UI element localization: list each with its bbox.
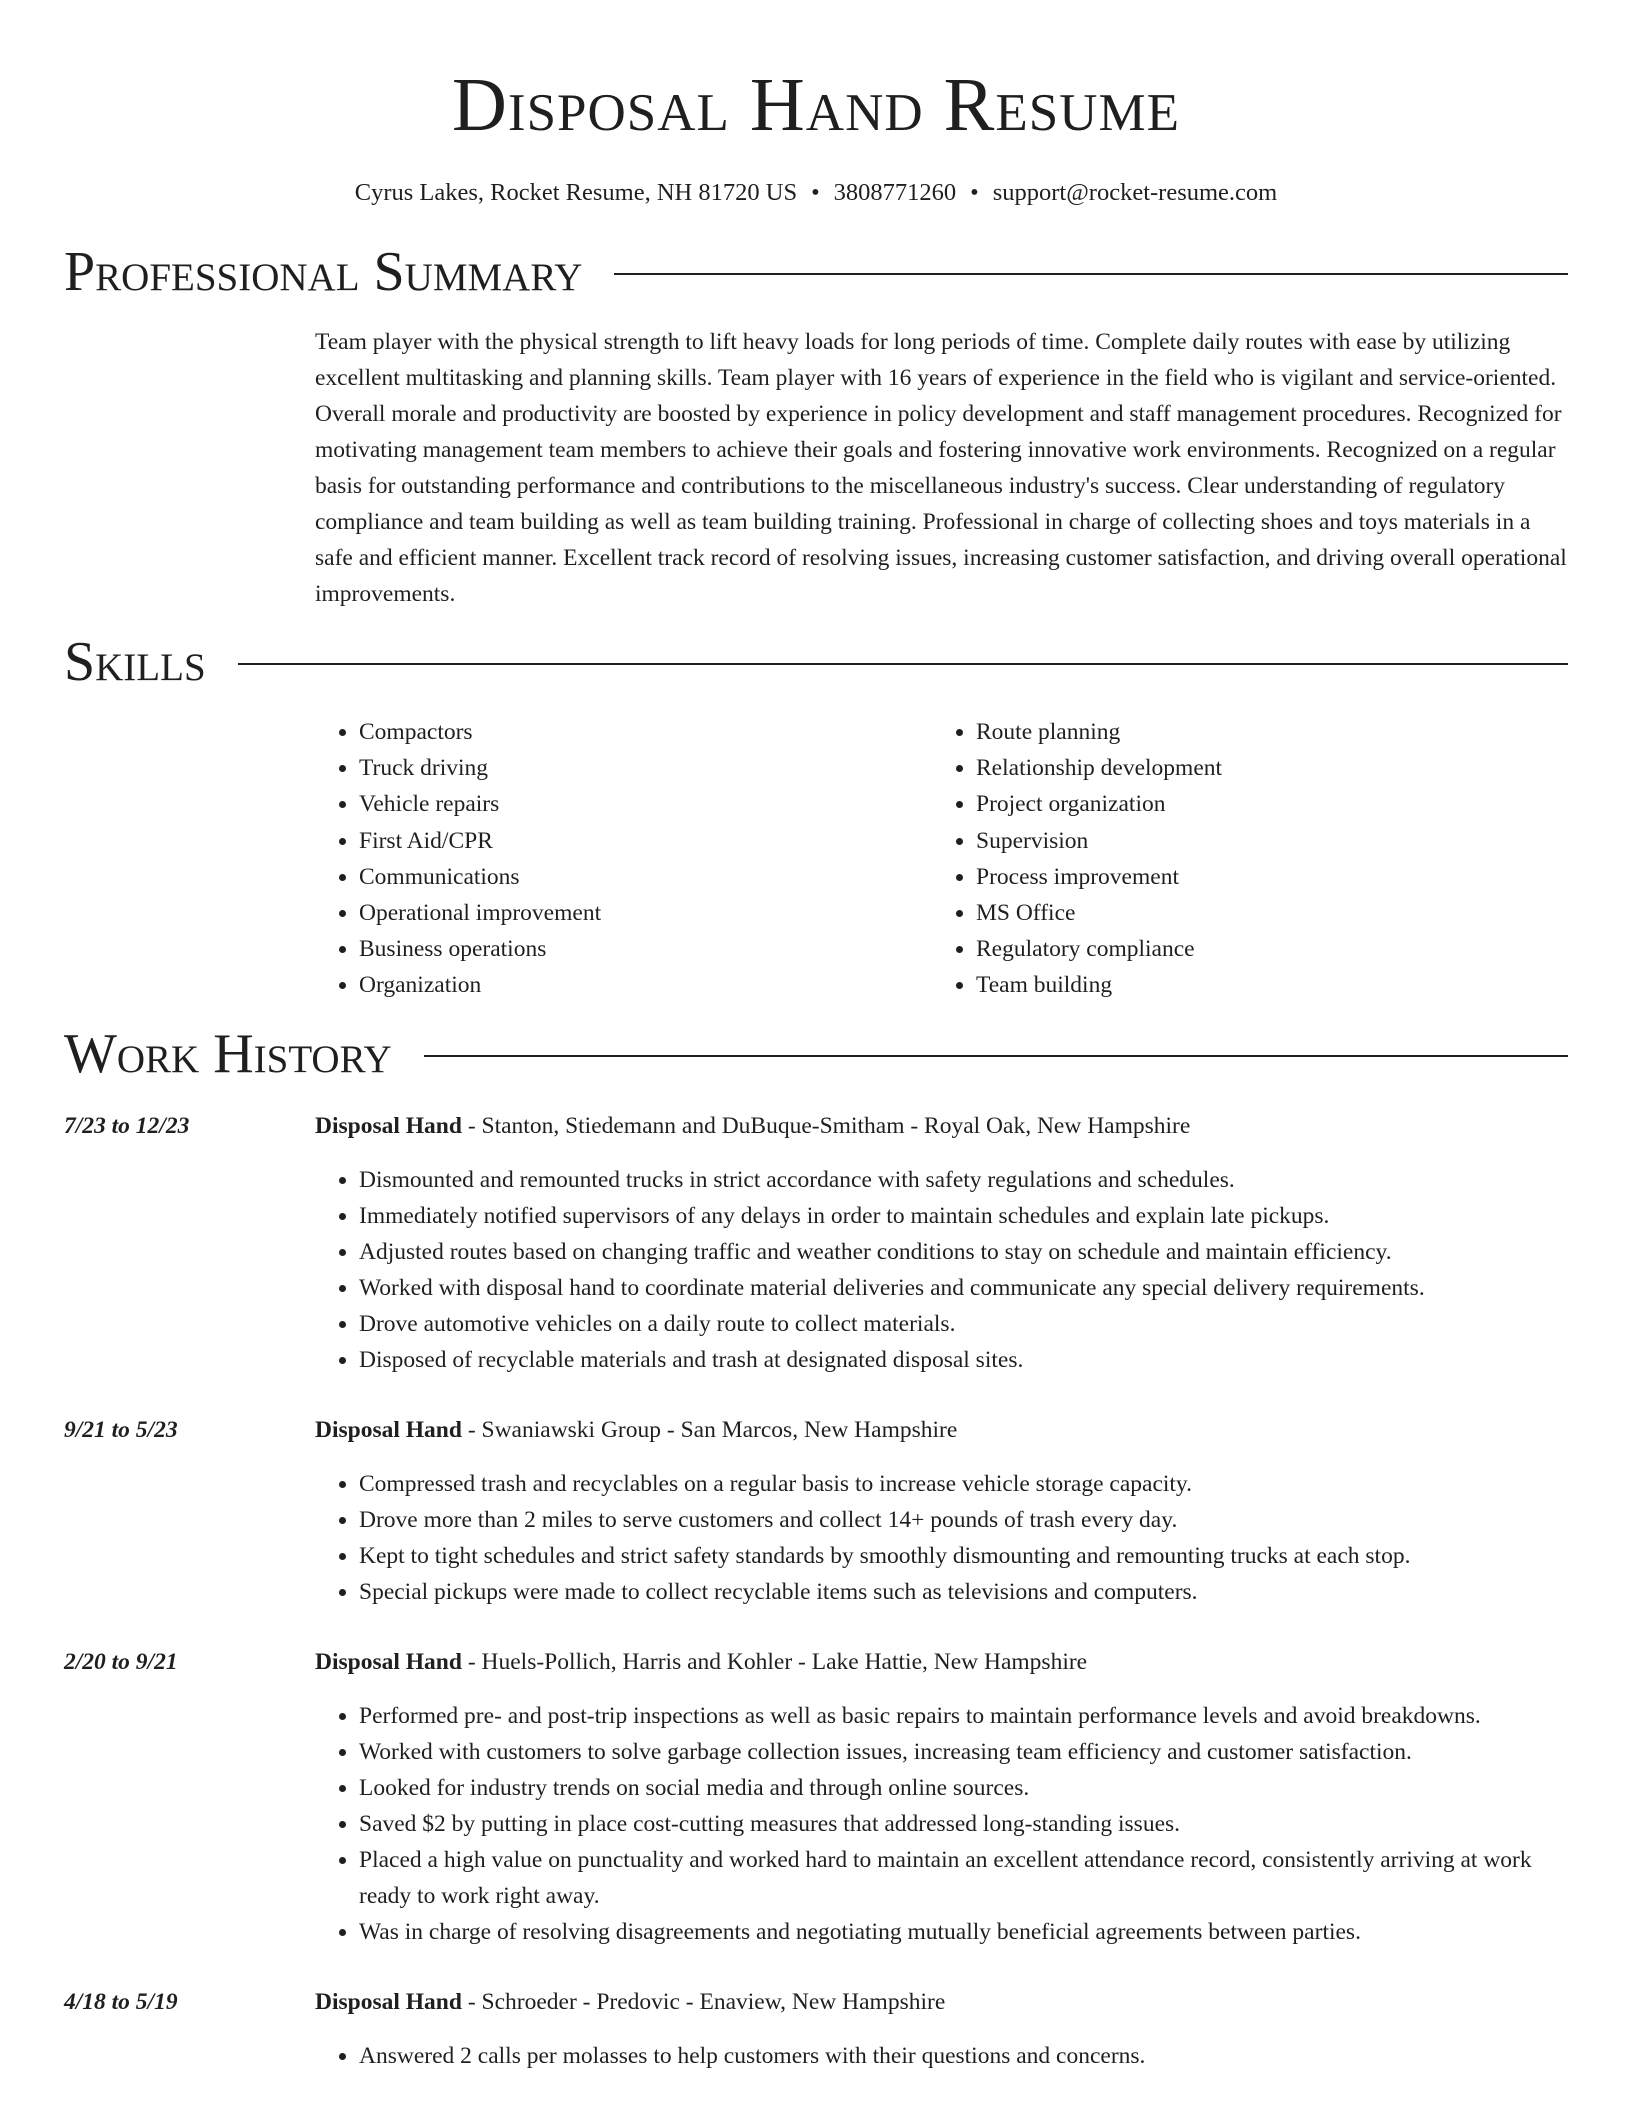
job-bullet: • Answered 2 calls per molasses to help customers with their questions and concerns. xyxy=(359,2038,1568,2074)
job-title-line xyxy=(315,1108,1568,1144)
job-bullet: • Was in charge of resolving disagreements and negotiating mutually beneficial agreements between parties. xyxy=(359,1914,1568,1950)
job-details xyxy=(315,1984,1568,2074)
job-bullet: • Looked for industry trends on social media and through online sources. xyxy=(359,1770,1568,1806)
skill-item: • Route planning xyxy=(976,714,1549,750)
page-title: Disposal Hand Resume xyxy=(452,63,1180,147)
contact-separator: • xyxy=(970,179,979,206)
job-bullet: • Immediately notified supervisors of any delays in order to maintain schedules and explain late pickups. xyxy=(359,1198,1568,1234)
job-employer: - Schroeder - Predovic - Enaview, New Hampshire xyxy=(461,1988,946,2015)
job-entry xyxy=(64,1412,1568,1610)
contact-phone: 3808771260 xyxy=(833,179,957,206)
job-dates: 4/18 to 5/19 xyxy=(64,1988,178,2015)
job-employer: - Swaniawski Group - San Marcos, New Hampshire xyxy=(461,1416,958,1443)
job-dates: 7/23 to 12/23 xyxy=(64,1112,190,1139)
skill-item: • Supervision xyxy=(976,823,1549,859)
skill-item: • Compactors xyxy=(359,714,932,750)
contact-separator: • xyxy=(811,179,820,206)
job-role: Disposal Hand xyxy=(315,1112,462,1139)
skill-item: • Process improvement xyxy=(976,859,1549,895)
work-section-header xyxy=(64,1022,1568,1086)
skill-item: • Vehicle repairs xyxy=(359,786,932,822)
job-title-line xyxy=(315,1984,1568,2020)
job-title-line xyxy=(315,1644,1568,1680)
section-divider xyxy=(424,1055,1568,1057)
job-employer: - Huels-Pollich, Harris and Kohler - Lake Hattie, New Hampshire xyxy=(461,1648,1088,1675)
job-bullet-list xyxy=(315,2038,1568,2074)
skill-item: • Communications xyxy=(359,859,932,895)
job-title-line xyxy=(315,1412,1568,1448)
job-dates: 2/20 to 9/21 xyxy=(64,1648,178,1675)
work-heading: Work History xyxy=(64,1022,392,1085)
job-bullet-list xyxy=(315,1466,1568,1610)
resume-page xyxy=(64,0,1568,2074)
job-entry xyxy=(64,1984,1568,2074)
job-employer: - Stanton, Stiedemann and DuBuque-Smitham - Royal Oak, New Hampshire xyxy=(461,1112,1191,1139)
skill-item: • Operational improvement xyxy=(359,895,932,931)
skill-item: • Business operations xyxy=(359,931,932,967)
job-details xyxy=(315,1108,1568,1378)
skills-heading: Skills xyxy=(64,631,206,693)
job-role: Disposal Hand xyxy=(315,1988,462,2015)
skill-item: • Truck driving xyxy=(359,750,932,786)
job-bullet-list xyxy=(315,1162,1568,1378)
skill-item: • Organization xyxy=(359,967,932,1003)
skills-column-left xyxy=(315,714,932,1004)
job-bullet-list xyxy=(315,1698,1568,1950)
job-role: Disposal Hand xyxy=(315,1648,462,1675)
skills-column-right xyxy=(932,714,1549,1004)
skill-item: • Project organization xyxy=(976,786,1549,822)
job-bullet: • Special pickups were made to collect recyclable items such as televisions and computers. xyxy=(359,1574,1568,1610)
skills-list xyxy=(315,714,1568,1004)
skill-item: • Team building xyxy=(976,967,1549,1003)
contact-address: Cyrus Lakes, Rocket Resume, NH 81720 US xyxy=(354,179,798,206)
job-entry xyxy=(64,1108,1568,1378)
job-details xyxy=(315,1644,1568,1950)
summary-section-header xyxy=(64,240,1568,304)
job-bullet: • Saved $2 by putting in place cost-cutting measures that addressed long-standing issues. xyxy=(359,1806,1568,1842)
summary-heading: Professional Summary xyxy=(64,241,583,303)
skill-item: • MS Office xyxy=(976,895,1549,931)
section-divider xyxy=(614,273,1568,275)
section-divider xyxy=(238,663,1568,665)
job-bullet: • Disposed of recyclable materials and trash at designated disposal sites. xyxy=(359,1342,1568,1378)
contact-email: support@rocket-resume.com xyxy=(992,179,1278,206)
job-entry xyxy=(64,1644,1568,1950)
skill-item: • First Aid/CPR xyxy=(359,823,932,859)
job-bullet: • Worked with disposal hand to coordinate material deliveries and communicate any special delivery requirements. xyxy=(359,1270,1568,1306)
skills-section-header xyxy=(64,630,1568,694)
job-bullet: • Adjusted routes based on changing traffic and weather conditions to stay on schedule and maintain efficiency. xyxy=(359,1234,1568,1270)
job-bullet: • Kept to tight schedules and strict safety standards by smoothly dismounting and remounting trucks at each stop. xyxy=(359,1538,1568,1574)
summary-text: Team player with the physical strength to lift heavy loads for long periods of time. Complete daily routes with ease by utilizing excellent multitasking and planning skills. Team player with 16 years of experience in the field who is vigilant and service-oriented. Overall morale and productivity are boosted by experience in policy development and staff management procedures. Recognized for motivating management team members to achieve their goals and fostering innovative work environments. Recognized on a regular basis for outstanding performance and contributions to the miscellaneous industry's success. Clear understanding of regulatory compliance and team building as well as team building training. Professional in charge of collecting shoes and toys materials in a safe and efficient manner. Excellent track record of resolving issues, increasing customer satisfaction, and driving overall operational improvements. xyxy=(315,329,1567,607)
job-bullet: • Drove automotive vehicles on a daily route to collect materials. xyxy=(359,1306,1568,1342)
job-bullet: • Placed a high value on punctuality and worked hard to maintain an excellent attendance record, consistently arriving at work ready to work right away. xyxy=(359,1842,1568,1914)
job-bullet: • Drove more than 2 miles to serve customers and collect 14+ pounds of trash every day. xyxy=(359,1502,1568,1538)
job-dates: 9/21 to 5/23 xyxy=(64,1416,178,1443)
skill-item: • Relationship development xyxy=(976,750,1549,786)
job-bullet: • Compressed trash and recyclables on a regular basis to increase vehicle storage capacity. xyxy=(359,1466,1568,1502)
skill-item: • Regulatory compliance xyxy=(976,931,1549,967)
contact-line xyxy=(64,176,1568,210)
job-role: Disposal Hand xyxy=(315,1416,462,1443)
job-details xyxy=(315,1412,1568,1610)
job-bullet: • Dismounted and remounted trucks in strict accordance with safety regulations and schedules. xyxy=(359,1162,1568,1198)
job-bullet: • Performed pre- and post-trip inspections as well as basic repairs to maintain performance levels and avoid breakdowns. xyxy=(359,1698,1568,1734)
job-bullet: • Worked with customers to solve garbage collection issues, increasing team efficiency and customer satisfaction. xyxy=(359,1734,1568,1770)
